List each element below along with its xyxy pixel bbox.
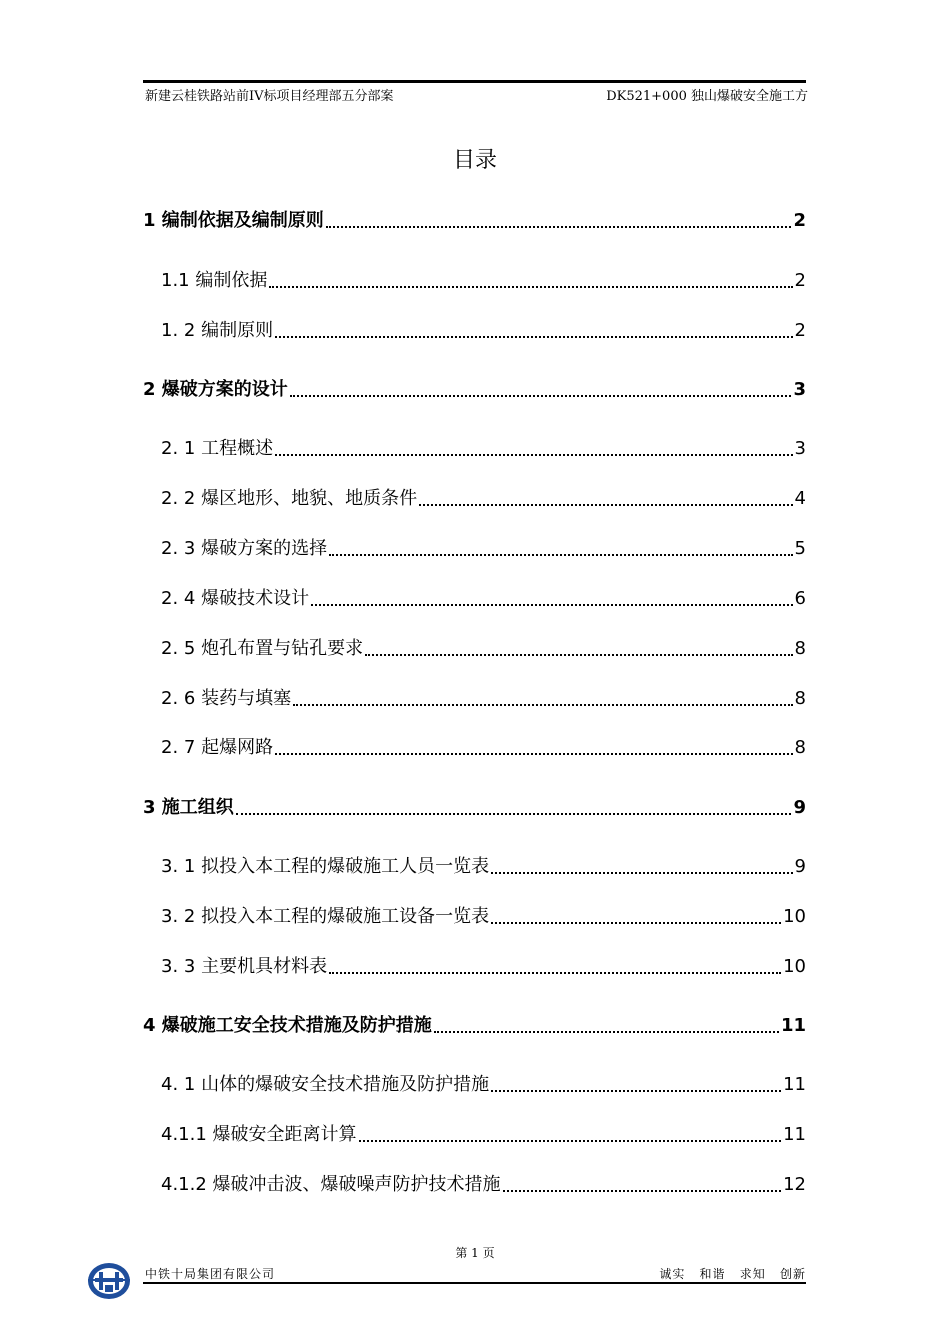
toc-dot-leader	[275, 753, 792, 755]
toc-entry[interactable]	[143, 208, 806, 234]
company-logo-icon	[86, 1261, 132, 1301]
header-right-text: DK521+000 独山爆破安全施工方	[606, 89, 808, 104]
toc-dot-leader	[329, 972, 781, 974]
toc-entry-label: 2 爆破方案的设计	[143, 379, 288, 400]
toc-dot-leader	[290, 395, 792, 397]
toc-entry-page-number: 10	[783, 956, 806, 977]
toc-entry-page-number: 8	[794, 638, 806, 659]
toc-entry-page-number: 10	[783, 906, 806, 927]
toc-entry[interactable]	[161, 486, 806, 512]
header-left-text: 新建云桂铁路站前IV标项目经理部五分部案	[145, 89, 394, 104]
toc-entry[interactable]	[161, 436, 806, 462]
toc-entry-label: 2. 5 炮孔布置与钻孔要求	[161, 638, 364, 659]
footer-motto: 诚实 和谐 求知 创新	[659, 1267, 806, 1281]
toc-entry[interactable]	[161, 636, 806, 662]
toc-entry[interactable]	[161, 536, 806, 562]
toc-entry-page-number: 11	[783, 1074, 806, 1095]
toc-entry[interactable]	[161, 1172, 806, 1198]
toc-entry[interactable]	[161, 318, 806, 344]
toc-entry-page-number: 11	[780, 1015, 806, 1036]
toc-entry[interactable]	[161, 1072, 806, 1098]
toc-entry-label: 1 编制依据及编制原则	[143, 210, 324, 231]
toc-entry-page-number: 6	[794, 588, 806, 609]
toc-dot-leader	[329, 554, 792, 556]
toc-entry-label: 2. 3 爆破方案的选择	[161, 538, 328, 559]
toc-entry-label: 4 爆破施工安全技术措施及防护措施	[143, 1015, 432, 1036]
toc-entry[interactable]	[161, 686, 806, 712]
toc-entry-page-number: 11	[783, 1124, 806, 1145]
toc-entry-page-number: 12	[783, 1174, 806, 1195]
toc-entry-page-number: 8	[794, 737, 806, 758]
toc-entry-label: 1.1 编制依据	[161, 270, 268, 291]
footer-page-number: 第 1 页	[455, 1246, 495, 1260]
toc-entry-label: 2. 7 起爆网路	[161, 737, 274, 758]
toc-dot-leader	[491, 1090, 781, 1092]
toc-entry-label: 4. 1 山体的爆破安全技术措施及防护措施	[161, 1074, 490, 1095]
toc-entry-label: 4.1.2 爆破冲击波、爆破噪声防护技术措施	[161, 1174, 501, 1195]
toc-dot-leader	[275, 454, 792, 456]
header-rule	[143, 80, 806, 83]
toc-entry-label: 2. 4 爆破技术设计	[161, 588, 310, 609]
toc-entry[interactable]	[161, 854, 806, 880]
toc-entry-page-number: 3	[794, 438, 806, 459]
toc-entry-label: 4.1.1 爆破安全距离计算	[161, 1124, 357, 1145]
toc-entry[interactable]	[161, 586, 806, 612]
toc-dot-leader	[491, 922, 781, 924]
toc-entry-page-number: 8	[794, 688, 806, 709]
footer-company-name: 中铁十局集团有限公司	[145, 1267, 276, 1281]
toc-dot-leader	[503, 1190, 782, 1192]
toc-entry-page-number: 9	[793, 797, 806, 818]
toc-entry-page-number: 2	[794, 270, 806, 291]
toc-entry-page-number: 4	[794, 488, 806, 509]
toc-entry-label: 3. 3 主要机具材料表	[161, 956, 328, 977]
toc-entry-label: 1. 2 编制原则	[161, 320, 274, 341]
toc-entry-page-number: 3	[793, 379, 806, 400]
toc-entry-label: 2. 1 工程概述	[161, 438, 274, 459]
toc-entry-label: 2. 2 爆区地形、地貌、地质条件	[161, 488, 418, 509]
toc-entry[interactable]	[161, 268, 806, 294]
toc-entry-label: 3. 2 拟投入本工程的爆破施工设备一览表	[161, 906, 490, 927]
page-title: 目录	[452, 148, 497, 173]
toc-dot-leader	[419, 504, 792, 506]
toc-entry-page-number: 9	[794, 856, 806, 877]
toc-entry-label: 3 施工组织	[143, 797, 234, 818]
toc-dot-leader	[293, 704, 792, 706]
toc-entry[interactable]	[161, 1122, 806, 1148]
toc-entry[interactable]	[143, 1013, 806, 1039]
toc-entry[interactable]	[143, 377, 806, 403]
toc-dot-leader	[311, 604, 792, 606]
toc-dot-leader	[491, 872, 792, 874]
toc-entry[interactable]	[161, 954, 806, 980]
toc-entry[interactable]	[161, 904, 806, 930]
toc-dot-leader	[359, 1140, 782, 1142]
toc-dot-leader	[275, 336, 792, 338]
toc-entry[interactable]	[143, 795, 806, 821]
toc-dot-leader	[326, 226, 792, 228]
toc-entry-label: 2. 6 装药与填塞	[161, 688, 292, 709]
toc-dot-leader	[236, 813, 792, 815]
toc-dot-leader	[365, 654, 792, 656]
toc-entry-label: 3. 1 拟投入本工程的爆破施工人员一览表	[161, 856, 490, 877]
toc-entry-page-number: 2	[794, 320, 806, 341]
toc-entry-page-number: 5	[794, 538, 806, 559]
toc-dot-leader	[269, 286, 792, 288]
toc-entry[interactable]	[161, 735, 806, 761]
toc-entry-page-number: 2	[793, 210, 806, 231]
footer-rule	[143, 1282, 806, 1284]
toc-dot-leader	[434, 1031, 779, 1033]
